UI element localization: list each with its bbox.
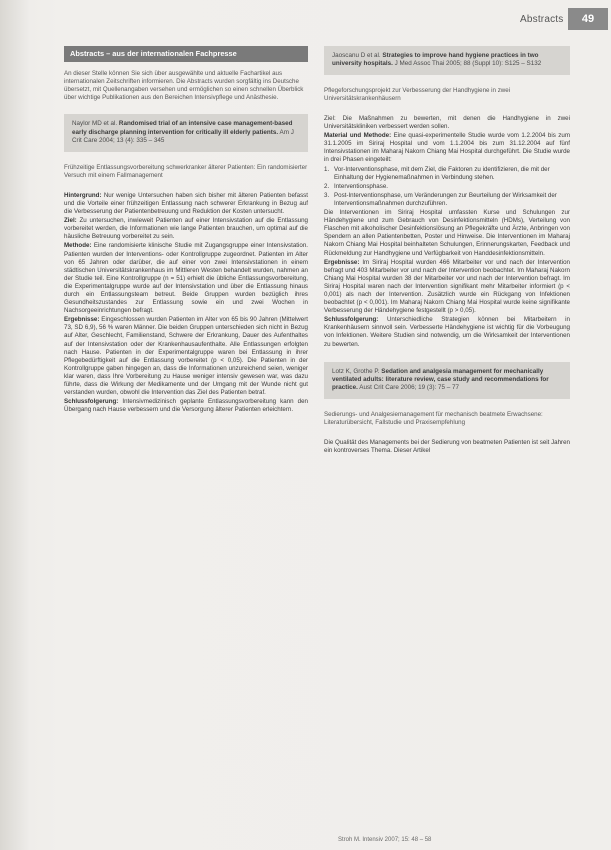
- list-item: 1. Vor-Interventionsphase, mit dem Ziel, die Faktoren zu identifizieren, die mit der Einhaltung der Hygienemaßnahmen in Verbindung stehen.: [324, 165, 550, 181]
- abstract-paragraph: [324, 209, 570, 258]
- list-item-text: Interventionsphase.: [334, 182, 389, 190]
- citation-source: Am J Crit Care 2004; 13 (4): 335 – 345: [72, 128, 294, 145]
- para-label: Hintergrund:: [64, 191, 102, 199]
- list-item-text: Vor-Interventionsphase, mit dem Ziel, die Faktoren zu identifizieren, die mit der Einhaltung der Hygienemaßnahmen in Verbindung stehen.: [334, 165, 550, 181]
- section-banner: Abstracts – aus der internationalen Fachpresse: [64, 46, 308, 62]
- para-text: Eine quasi-experimentelle Studie wurde vom 1.2.2004 bis zum 31.1.2005 im Siriraj Hospital und vom 1.1.2004 bis zum 31.12.2004 auf fünf Intensivstationen im Maharaj Nakorn Chiang Mai Hospital durchgeführt. Die Studie wurde in drei Phasen eingeteilt:: [324, 132, 570, 164]
- abstract-paragraph: [64, 242, 308, 315]
- list-item: 2. Interventionsphase.: [324, 182, 389, 190]
- page-footer: Stroh M. Intensiv 2007; 15: 48 – 58: [338, 837, 432, 843]
- para-label: Schlussfolgerung:: [324, 316, 379, 324]
- para-label: Ergebnisse:: [64, 316, 100, 324]
- para-text: Zu untersuchen, inwieweit Patienten auf einer Intensivstation auf die Entlassung vorbereitet werden, die Informationen wie lange Patienten brauchen, um optimal auf die häusliche Betreuung vorbereitet zu sein.: [64, 217, 308, 241]
- abstract-paragraph: [64, 316, 308, 397]
- citation-box: [64, 114, 308, 151]
- citation-box: [324, 362, 570, 399]
- list-item: 3. Post-Interventionsphase, um Veränderungen zur Beurteilung der Wirksamkeit der Interventionsmaßnahmen durchzuführen.: [324, 191, 557, 207]
- citation-source: J Med Assoc Thai 2005; 88 (Suppl 10): S125 – S132: [392, 60, 542, 68]
- citation-title: Strategies to improve hand hygiene practices in two university hospitals.: [332, 52, 539, 68]
- para-text: Ziel: Die Maßnahmen zu bewerten, mit denen die Handhygiene in zwei Universitätskliniken verbessert werden sollen.: [324, 115, 570, 131]
- intro-text: An dieser Stelle können Sie sich über ausgewählte und aktuelle Fachartikel aus internationalen Zeitschriften informieren. Die Abstracts wurden sorgfältig ins Deutsche übersetzt, mit Quellenangaben versehen und ermöglichen so einen schnellen Überblick über wichtige Publikationen aus den Bereichen Intensivpflege und Anästhesie.: [64, 70, 304, 102]
- citation-authors: Lotz K, Grothe P.: [332, 367, 382, 375]
- running-header: Abstracts: [520, 14, 564, 25]
- abstract-paragraph: [64, 217, 308, 241]
- abstract-paragraph: [324, 115, 570, 131]
- abstract-paragraph: [64, 398, 308, 414]
- para-text: Unterschiedliche Strategien können bei Mitarbeitern in Krankenhäusern sinnvoll sein. Verbesserte Händehygiene ist wichtig für die Vorbeugung von Infektionen. Weitere Studien sind notwendig, um die Wirksamkeit der Interventionen zu bewerten.: [324, 316, 570, 348]
- spacer: [324, 350, 570, 362]
- abstract-paragraph: Die Qualität des Managements bei der Sedierung von beatmeten Patienten ist seit Jahren ein kontroverses Thema. Dieser Artikel: [324, 439, 570, 455]
- abstract-paragraph: [324, 259, 570, 316]
- citation-title: Randomised trial of an intensive case management-based early discharge planning intervention for critically ill elderly patients.: [72, 120, 293, 136]
- para-label: Material und Methode:: [324, 132, 392, 140]
- para-text: Im Siriraj Hospital wurden 466 Mitarbeiter vor und nach der Intervention befragt und 403 Mitarbeiter vor und nach der Intervention beobachtet. Im Maharaj Nakorn Chiang Mai Hospital wurden 38 der Mitarbeiter vor und nach der Intervention befragt. Im Siriraj Hospital waren nach der Intervention signifikant mehr Mitarbeiter informiert (p < 0,001) als nach der Intervention. Zusätzlich wurde ein Rückgang von Infektionen beobachtet (p < 0,001). Im Maharaj Nakorn Chiang Mai Hospital wurde keine signifikante Verbesserung der Händehygiene festgestellt (p > 0,05).: [324, 258, 570, 315]
- right-column: [324, 46, 570, 456]
- para-text: Eine randomisierte klinische Studie mit Zugangsgruppe einer Intensivstation. Patienten wurden der Interventions- oder Kontrollgruppe zugeordnet. Patienten im Alter von 65 Jahren oder darüber, die auf einer von zwei Intensivstationen in einem städtischen Universitätskrankenhaus im Mittleren Westen behandelt wurden, nahmen an der Studie teil. Eine Kontrollgruppe (n = 51) erhielt die übliche Entlassungsvorbereitung, die Experimentalgruppe wurde auf der Intensivstation und über die Entlassung hinaus durch ein Entlassungsteam betreut. Beide Gruppen wurden bezüglich ihres Gesundheitszustandes zur Entlassung sowie ein und zwei Wochen in Nachsorgeeinrichtungen befragt.: [64, 242, 308, 315]
- para-text: Nur wenige Untersuchen haben sich bisher mit älteren Patienten befasst und die Vorteile einer frühzeitigen Entlassung nach schwerer Erkrankung in Bezug auf die Verbesserung der Patientenbetreuung und Reduktion der Kosten untersucht.: [64, 191, 308, 216]
- para-label: Methode:: [64, 242, 92, 250]
- abstract-subtitle: Sedierungs- und Analgesiemanagement für mechanisch beatmete Erwachsene: Literaturübersicht, Fallstudie und Praxisempfehlung: [324, 410, 543, 426]
- abstract-paragraph: [64, 192, 308, 216]
- abstract-paragraph: [324, 132, 570, 164]
- citation-title: Sedation and analgesia management for mechanically ventilated adults: literature review, case study and recommendations for practice.: [332, 367, 549, 392]
- phase-list: [324, 166, 570, 208]
- para-label: Ergebnisse:: [324, 258, 360, 266]
- para-text: Intensivmedizinisch geplante Entlassungsvorbereitung kann den Übergang nach Hause verbessern und die Versorgung älterer Patienten erleichtern.: [64, 398, 308, 414]
- para-label: Schlussfolgerung:: [64, 398, 119, 406]
- citation-source: Aust Crit Care 2006; 19 (3): 75 – 77: [357, 384, 460, 392]
- list-item-text: Post-Interventionsphase, um Veränderungen zur Beurteilung der Wirksamkeit der Interventionsmaßnahmen durchzuführen.: [334, 191, 557, 207]
- left-column: [64, 46, 308, 415]
- abstract-paragraph: [324, 316, 570, 348]
- citation-box: [324, 46, 570, 75]
- para-text: Eingeschlossen wurden Patienten im Alter von 65 bis 90 Jahren (Mittelwert 73, SD 6,9), 56 % waren Männer. Die beiden Gruppen unterschieden sich nicht in Bezug auf Alter, Geschlecht, Familienstand, Schwere der Erkrankung, Dauer des Aufenthaltes auf der Intensivstation oder der Krankenhausaufenthalte. Alle Entlassungen erfolgten nach Hause. Patienten in der Experimentalgruppe waren bei Entlassung in ihrer Pflegebedürftigkeit auf die Entlassung vorbereitet (p < 0,05). Die Patienten in der Kontrollgruppe gaben hingegen an, dass die Informationen unzureichend seien, weniger klar waren, dass Ihre Vorbereitung zu Hause weniger intensiv gewesen war, was dazu führte, dass die Wirkung der Medikamente und der Umgang mit der Wunde nicht gut verstanden wurden, obwohl die Intervention das Ziel des Patienten betraf.: [64, 316, 308, 397]
- para-label: Ziel:: [64, 217, 77, 225]
- abstract-subtitle: Frühzeitige Entlassungsvorbereitung schwerkranker älterer Patienten: Ein randomisierter Versuch mit einem Fallmanagement: [64, 163, 308, 179]
- citation-authors: Jaoscanu D et al.: [332, 52, 383, 59]
- citation-authors: Naylor MD et al.: [72, 120, 119, 128]
- para-text: Die Interventionen im Siriraj Hospital umfassten Kurse und Schulungen zur Händehygiene und zum Gebrauch von Desinfektionsmitteln (HDMs), Verteilung von Flaschen mit alkoholischer Desinfektionslösung an Pflegekräfte und Ärzte, Anbringen von Spendern an allen Patientenbetten, Poster und Hinweise. Die Interventionen im Maharaj Nakorn Chiang Mai Hospital beinhalteten Schulungen, Erinnerungskarten, Feedback und Rückmeldung zur Handhygiene und Verfügbarkeit von Handdesinfektionsmitteln.: [324, 209, 570, 257]
- abstract-subtitle: Pflegeforschungsprojekt zur Verbesserung der Handhygiene in zwei Universitätskrankenhäusern: [324, 86, 511, 102]
- page-number-badge: 49: [568, 8, 608, 30]
